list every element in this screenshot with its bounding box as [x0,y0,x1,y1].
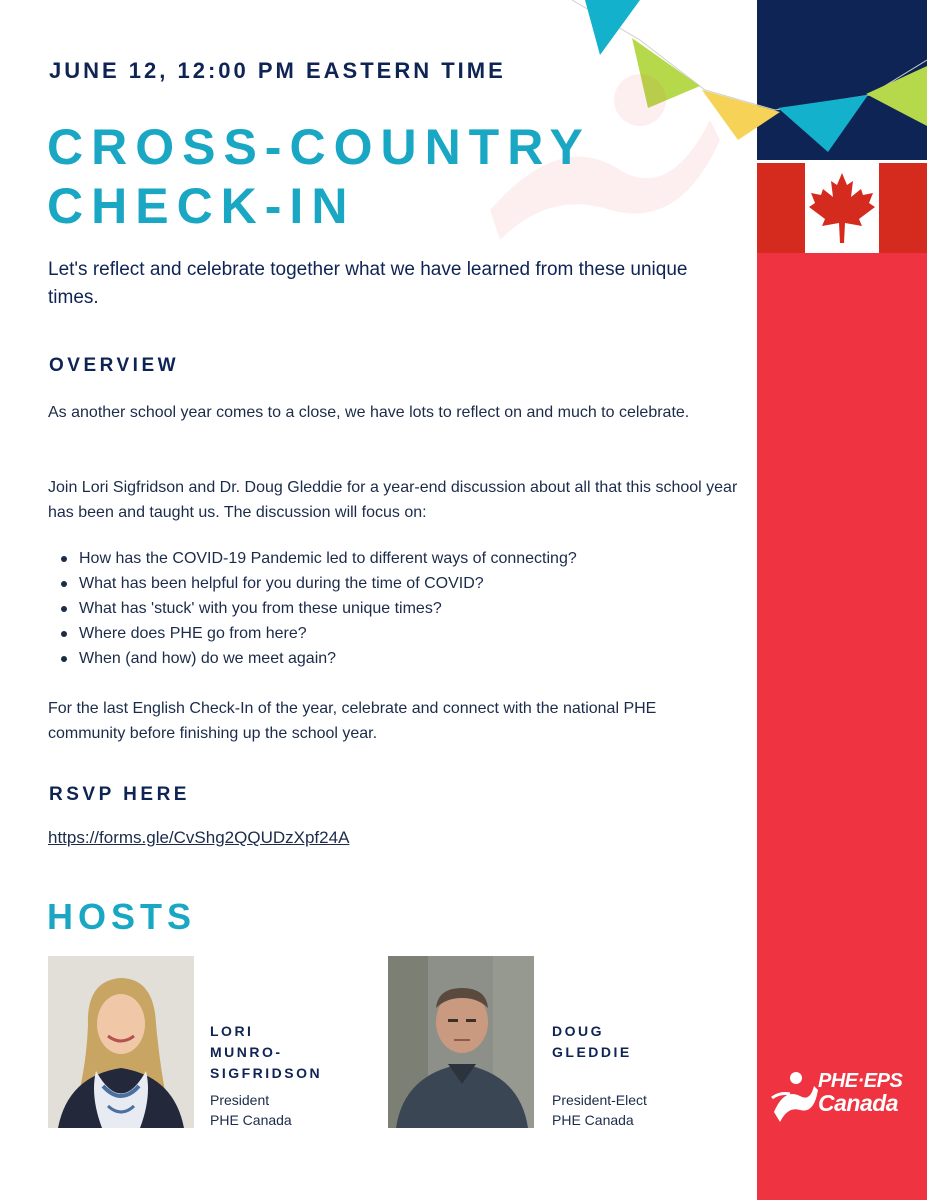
event-date-time: JUNE 12, 12:00 PM EASTERN TIME [49,58,506,83]
host-2-name-line-1: DOUG [552,1023,604,1039]
logo-wordmark [818,1070,902,1114]
list-item: What has 'stuck' with you from these unique times? [79,596,769,621]
overview-paragraph-3: For the last English Check-In of the year, celebrate and connect with the national PHE community before finishing up the school year. [48,700,657,742]
logo-line-1: PHE·EPS [818,1070,903,1092]
host-2-org: PHE Canada [552,1112,634,1128]
host-1-name-line-2: MUNRO- [210,1044,283,1060]
title-line-1: CROSS-COUNTRY [47,119,591,175]
bunting-flag-4 [778,95,868,152]
host-1-name [210,1021,322,1084]
bunting-flag-5 [866,66,927,126]
bunting-flag-1 [585,0,640,55]
host-1-org: PHE Canada [210,1112,292,1128]
hosts-heading: HOSTS [47,896,197,937]
host-1-role [210,1090,292,1130]
red-band [757,253,927,1200]
host-photo-doug [388,956,534,1128]
discussion-questions-list [48,546,769,671]
list-item: Where does PHE go from here? [79,621,769,646]
list-item: When (and how) do we meet again? [79,646,769,671]
host-2-role [552,1090,647,1130]
host-2-name [552,1021,632,1063]
host-2-title: President-Elect [552,1092,647,1108]
list-item: What has been helpful for you during the time of COVID? [79,571,769,596]
overview-heading: OVERVIEW [49,355,180,376]
list-item: How has the COVID-19 Pandemic led to different ways of connecting? [79,546,769,571]
portrait-man-icon [388,956,534,1128]
logo-line-2: Canada [818,1090,899,1116]
host-1-title: President [210,1092,270,1108]
overview-paragraph-1: As another school year comes to a close, we have lots to reflect on and much to celebrate. [48,404,690,421]
overview-paragraph-2: Join Lori Sigfridson and Dr. Doug Gleddie for a year-end discussion about all that this school year has been and taught us. The discussion will focus on: [48,479,738,521]
subtitle: Let's reflect and celebrate together what we have learned from these unique times. [48,259,688,308]
host-1-name-line-3: SIGFRIDSON [210,1065,323,1081]
host-2-name-line-2: GLEDDIE [552,1044,632,1060]
host-1-name-line-1: LORI [210,1023,254,1039]
rsvp-link[interactable]: https://forms.gle/CvShg2QQUDzXpf24A [48,828,350,847]
host-photo-lori [48,956,194,1128]
portrait-woman-icon [48,956,194,1128]
title-line-2: CHECK-IN [47,178,356,234]
page-title [47,118,727,236]
rsvp-heading: RSVP HERE [49,784,190,805]
